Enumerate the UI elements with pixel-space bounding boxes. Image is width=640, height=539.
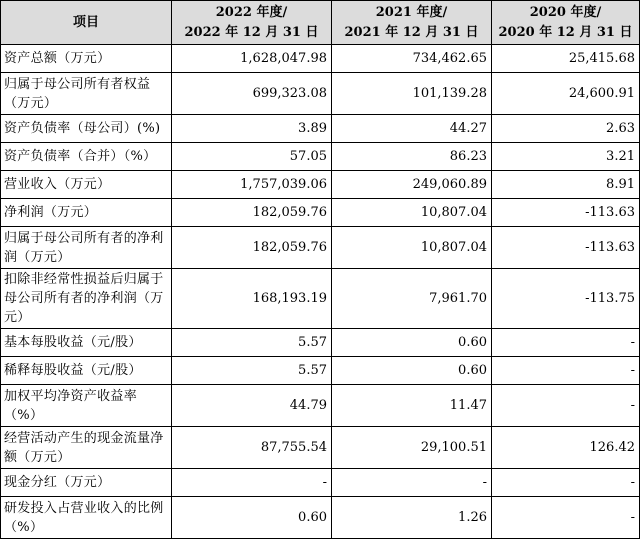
value-2022: 5.57 xyxy=(172,329,332,357)
row-label: 研发投入占营业收入的比例（%） xyxy=(1,497,172,539)
table-row xyxy=(1,329,640,357)
value-2020: -113.63 xyxy=(492,227,640,269)
value-2022: 87,755.54 xyxy=(172,427,332,469)
value-2020: - xyxy=(492,385,640,427)
value-2022: 699,323.08 xyxy=(172,73,332,115)
row-label: 基本每股收益（元/股） xyxy=(1,329,172,357)
table-row xyxy=(1,357,640,385)
row-label: 稀释每股收益（元/股） xyxy=(1,357,172,385)
row-label: 资产负债率（合并）（%） xyxy=(1,143,172,171)
value-2021: 1.26 xyxy=(332,497,492,539)
header-2020: 2020 年度/ 2020 年 12 月 31 日 xyxy=(492,1,640,45)
value-2022: 57.05 xyxy=(172,143,332,171)
table-row xyxy=(1,171,640,199)
row-label: 资产负债率（母公司）(%) xyxy=(1,115,172,143)
value-2022: 1,757,039.06 xyxy=(172,171,332,199)
value-2021: 249,060.89 xyxy=(332,171,492,199)
row-label: 现金分红（万元） xyxy=(1,469,172,497)
value-2020: -113.63 xyxy=(492,199,640,227)
value-2021: 10,807.04 xyxy=(332,227,492,269)
value-2020: 24,600.91 xyxy=(492,73,640,115)
table-row xyxy=(1,385,640,427)
value-2021: 734,462.65 xyxy=(332,45,492,73)
value-2021: 0.60 xyxy=(332,329,492,357)
table-row xyxy=(1,45,640,73)
value-2022: - xyxy=(172,469,332,497)
row-label: 归属于母公司所有者权益（万元） xyxy=(1,73,172,115)
value-2022: 1,628,047.98 xyxy=(172,45,332,73)
value-2020: - xyxy=(492,329,640,357)
table-row xyxy=(1,269,640,329)
row-label: 净利润（万元） xyxy=(1,199,172,227)
value-2022: 182,059.76 xyxy=(172,227,332,269)
value-2020: - xyxy=(492,357,640,385)
row-label: 归属于母公司所有者的净利润（万元） xyxy=(1,227,172,269)
table-row xyxy=(1,115,640,143)
header-item: 项目 xyxy=(1,1,172,45)
table-row xyxy=(1,73,640,115)
table-row xyxy=(1,227,640,269)
row-label: 营业收入（万元） xyxy=(1,171,172,199)
value-2020: 126.42 xyxy=(492,427,640,469)
value-2021: 101,139.28 xyxy=(332,73,492,115)
value-2021: 11.47 xyxy=(332,385,492,427)
value-2021: - xyxy=(332,469,492,497)
value-2022: 168,193.19 xyxy=(172,269,332,329)
value-2020: -113.75 xyxy=(492,269,640,329)
row-label: 扣除非经常性损益后归属于母公司所有者的净利润（万元） xyxy=(1,269,172,329)
value-2020: 8.91 xyxy=(492,171,640,199)
table-row xyxy=(1,427,640,469)
row-label: 经营活动产生的现金流量净额（万元） xyxy=(1,427,172,469)
value-2020: 3.21 xyxy=(492,143,640,171)
value-2022: 5.57 xyxy=(172,357,332,385)
table-row xyxy=(1,469,640,497)
value-2022: 44.79 xyxy=(172,385,332,427)
table-row xyxy=(1,199,640,227)
value-2021: 0.60 xyxy=(332,357,492,385)
header-2022: 2022 年度/ 2022 年 12 月 31 日 xyxy=(172,1,332,45)
value-2020: 2.63 xyxy=(492,115,640,143)
value-2021: 86.23 xyxy=(332,143,492,171)
value-2020: - xyxy=(492,469,640,497)
value-2021: 7,961.70 xyxy=(332,269,492,329)
table-row xyxy=(1,143,640,171)
table-row xyxy=(1,497,640,539)
value-2022: 0.60 xyxy=(172,497,332,539)
value-2022: 3.89 xyxy=(172,115,332,143)
value-2020: - xyxy=(492,497,640,539)
value-2020: 25,415.68 xyxy=(492,45,640,73)
value-2021: 10,807.04 xyxy=(332,199,492,227)
header-row xyxy=(1,1,640,45)
row-label: 加权平均净资产收益率（%） xyxy=(1,385,172,427)
value-2021: 29,100.51 xyxy=(332,427,492,469)
value-2021: 44.27 xyxy=(332,115,492,143)
header-2021: 2021 年度/ 2021 年 12 月 31 日 xyxy=(332,1,492,45)
value-2022: 182,059.76 xyxy=(172,199,332,227)
row-label: 资产总额（万元） xyxy=(1,45,172,73)
